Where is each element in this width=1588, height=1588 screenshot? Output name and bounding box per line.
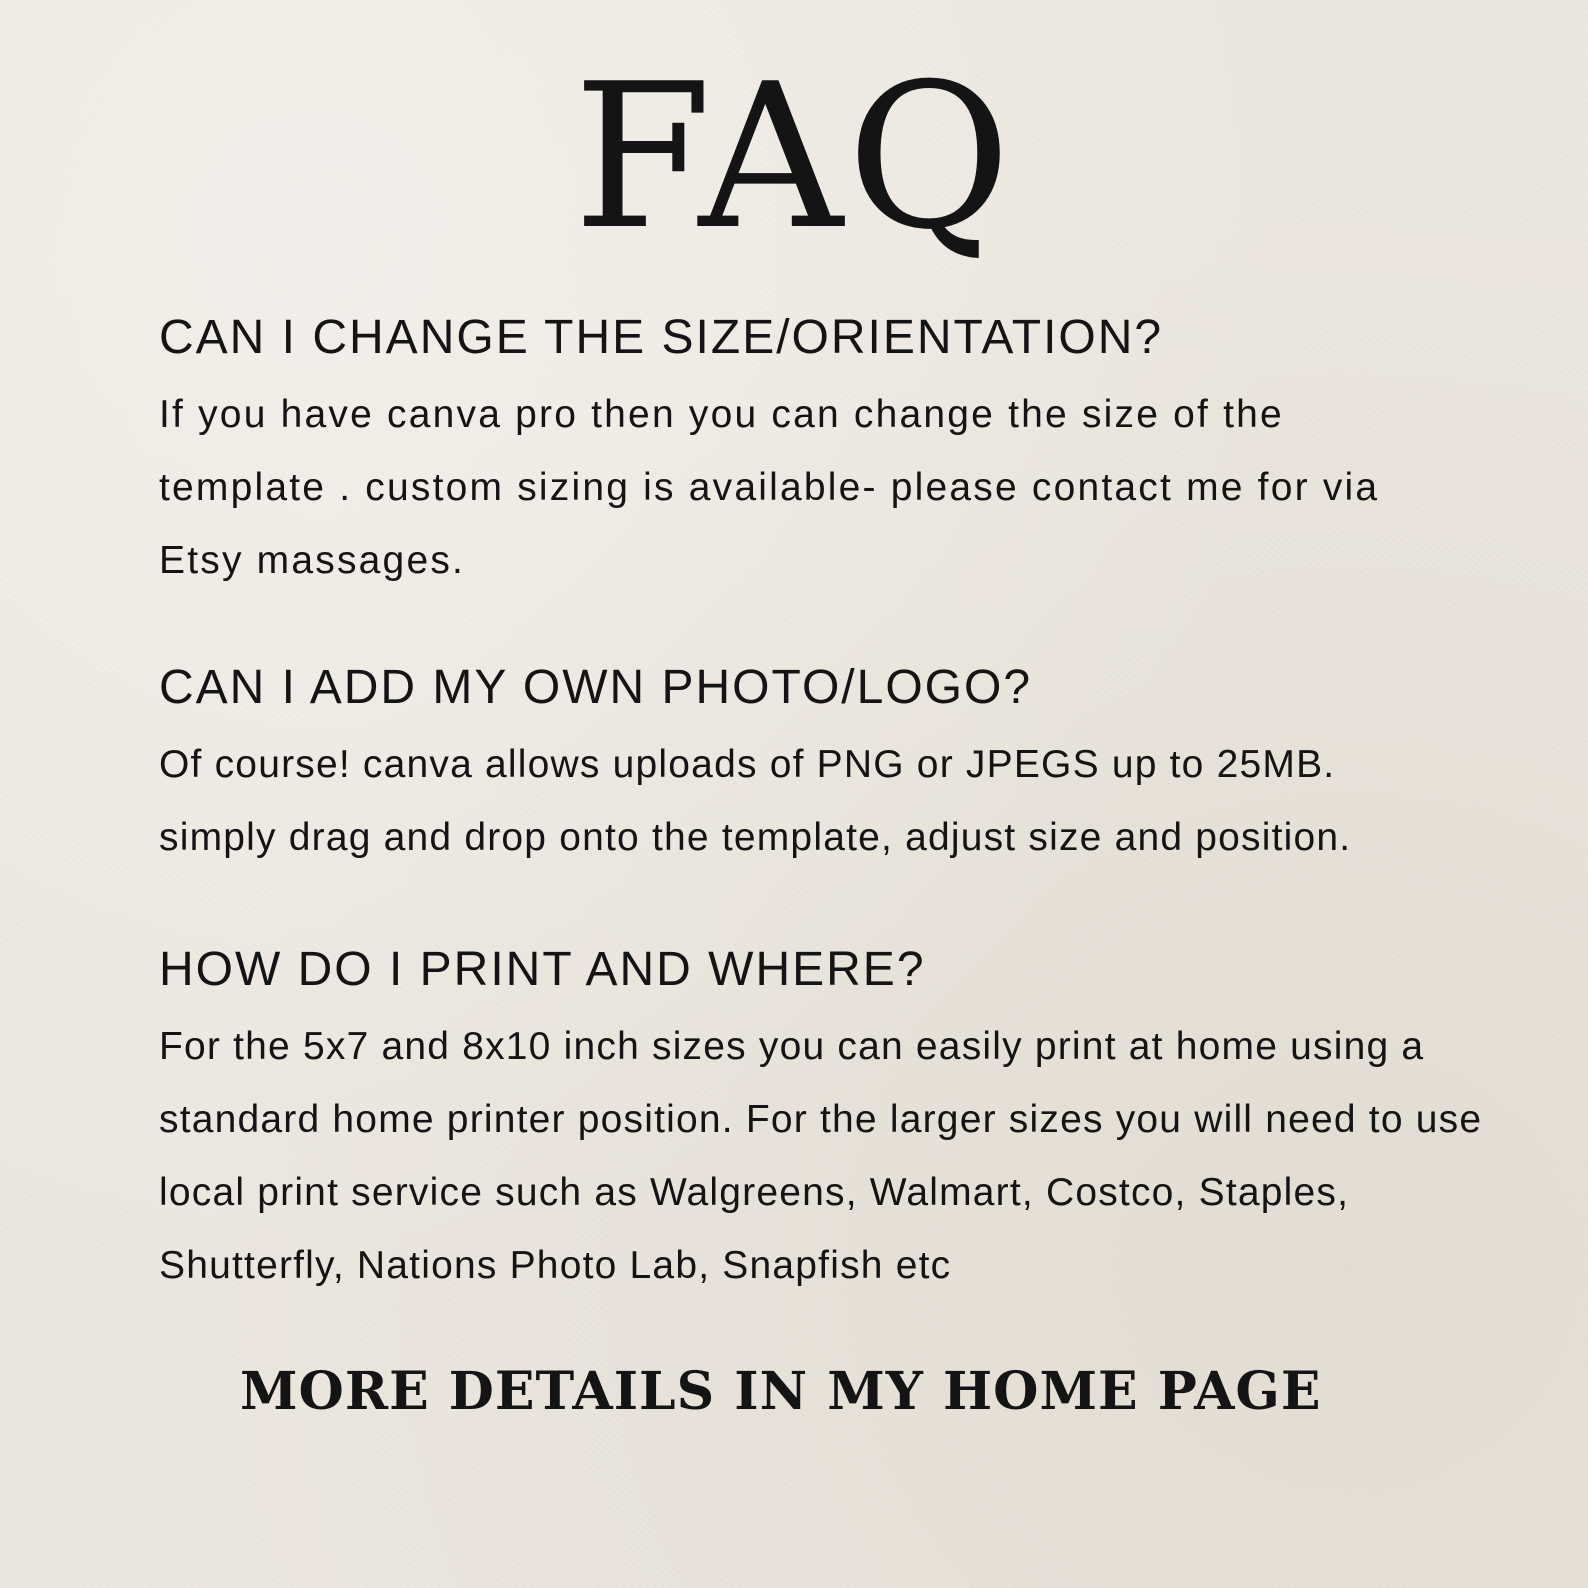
faq-answer-line: If you have canva pro then you can change the size of the (159, 393, 1284, 436)
faq-question: CAN I ADD MY OWN PHOTO/LOGO? (159, 661, 1033, 714)
faq-question: HOW DO I PRINT AND WHERE? (159, 943, 926, 996)
faq-answer-line: Of course! canva allows uploads of PNG or JPEGS up to 25MB. (159, 743, 1336, 786)
page-title: FAQ (573, 41, 1015, 274)
faq-answer (159, 1010, 1579, 1302)
faq-item-size-orientation (159, 310, 1579, 597)
faq-answer (159, 728, 1579, 874)
faq-answer-line: Etsy massages. (159, 539, 466, 582)
footer-note: MORE DETAILS IN MY HOME PAGE (240, 1361, 1322, 1422)
faq-answer-line: Shutterfly, Nations Photo Lab, Snapfish etc (159, 1244, 952, 1287)
faq-answer-line: template . custom sizing is available- please contact me for via (159, 466, 1380, 509)
faq-item-print (159, 942, 1579, 1302)
faq-answer-line: standard home printer position. For the larger sizes you will need to use (159, 1098, 1483, 1141)
faq-question: CAN I CHANGE THE SIZE/ORIENTATION? (159, 311, 1164, 364)
faq-answer-line: For the 5x7 and 8x10 inch sizes you can easily print at home using a (159, 1025, 1425, 1068)
faq-answer-line: local print service such as Walgreens, Walmart, Costco, Staples, (159, 1171, 1350, 1214)
faq-item-photo-logo (159, 660, 1579, 874)
faq-answer (159, 378, 1579, 597)
faq-answer-line: simply drag and drop onto the template, adjust size and position. (159, 816, 1352, 859)
